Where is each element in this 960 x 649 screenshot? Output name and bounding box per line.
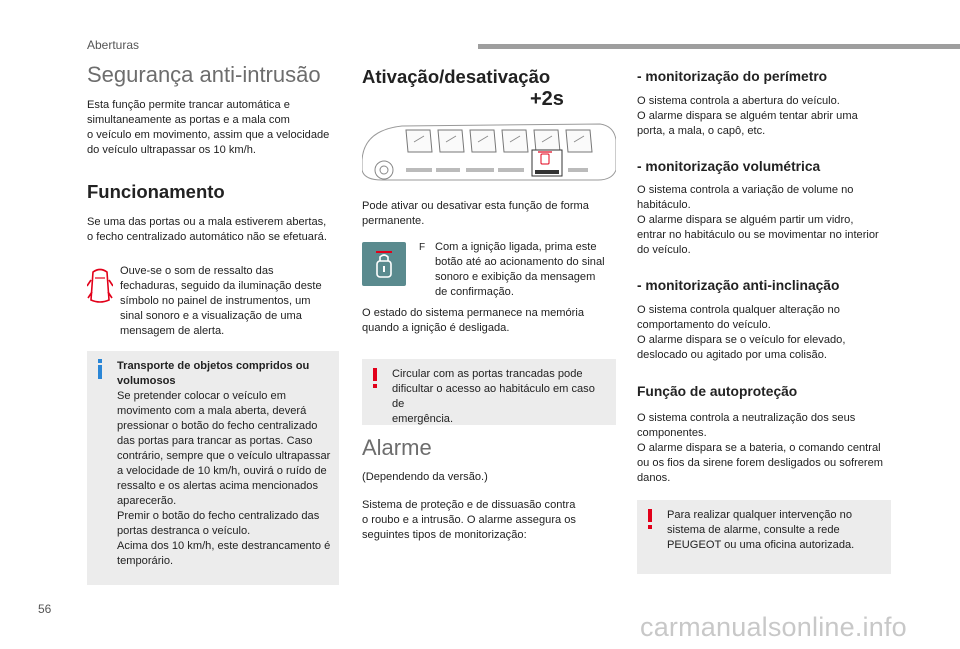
intro-text: Esta função permite trancar automática e simultaneamente as portas e a mala com o veículo em movimento, assim que a velocidade do veículo ultrapassar os 10 km/h. [87,99,330,156]
activation-step-text: Com a ignição ligada, prima este botão até ao acionamento do sinal sonoro e exibição da mensagem de confirmação. [435,241,605,298]
door-note-text: Ouve-se o som de ressalto das fechaduras, seguido da iluminação deste símbolo no painel de instrumentos, um sinal sonoro e a visualização de uma mensagem de alerta. [120,265,322,337]
alarm-heading: Alarme [362,435,432,460]
door-note [87,264,339,339]
watermark: carmanualsonline.info [640,612,907,642]
alarm-version: (Dependendo da versão.) [362,471,488,483]
info-icon [97,359,103,384]
section-header: Aberturas [87,38,140,52]
self-protection-text: O sistema controla a neutralização dos seus componentes. O alarme dispara se a bateria, o comando central ou os fios da sirene forem desligados ou sofrerem danos. [637,412,884,484]
self-protection-heading: Função de autoproteção [637,384,798,399]
tilt-text: O sistema controla qualquer alteração no comportamento do veículo. O alarme dispara se o veículo for elevado, deslocado ou agitado por uma colisão. [637,304,846,361]
activation-heading: Ativação/desativação [362,66,551,87]
page-number: 56 [38,602,52,616]
anti-intrusion-button[interactable] [362,242,406,286]
info-title: Transporte de objetos compridos ou volumosos [117,360,310,387]
volumetric-text: O sistema controla a variação de volume no habitáculo. O alarme dispara se alguém partir um vidro, entrar no habitáculo ou se movimentar no interior do veículo. [637,184,879,256]
dashboard-illustration [362,90,616,185]
column-1 [87,62,339,585]
lock-icon [362,242,406,286]
func-text: Se uma das portas ou a mala estiverem abertas, o fecho centralizado automático não se efetuará. [87,216,327,243]
tilt-heading: - monitorização anti-inclinação [637,278,840,293]
alarm-warning-text: Para realizar qualquer intervenção no sistema de alarme, consulte a rede PEUGEOT ou uma oficina autorizada. [667,509,855,551]
func-heading: Funcionamento [87,181,225,202]
perimeter-text: O sistema controla a abertura do veículo. O alarme dispara se alguém tentar abrir uma porta, a mala, o capô, etc. [637,95,858,137]
activation-step [362,240,616,300]
warning-text: Circular com as portas trancadas pode dificultar o acesso ao habitáculo em caso de emergência. [392,368,595,425]
page-title: Segurança anti-intrusão [87,62,321,87]
alarm-text: Sistema de proteção e de dissuasão contra o roubo e a intrusão. O alarme assegura os seguintes tipos de monitorização: [362,499,576,541]
warning-box [362,359,616,425]
memory-text: O estado do sistema permanece na memória quando a ignição é desligada. [362,307,584,334]
perimeter-heading: - monitorização do perímetro [637,69,828,84]
activation-text: Pode ativar ou desativar esta função de forma permanente. [362,200,589,227]
info-text: Se pretender colocar o veículo em movimento com a mala aberta, deverá pressionar o botão do fecho centralizado das portas para trancar as portas. Caso contrário, sempre que o veículo ultrapassar a velocidade de 10 km/h, ouvirá o ruído de ressalto e os alertas acima mencionados aparecerão. Premir o botão do fecho centralizado das portas destranca o veículo. Acima dos 10 km/h, este destrancamento é temporário. [117,390,331,567]
info-box [87,351,339,585]
header-bar [478,44,960,49]
figure-label: +2s [530,88,564,110]
warning-icon [372,368,378,393]
bullet-marker: F [419,242,426,253]
volumetric-heading: - monitorização volumétrica [637,159,821,174]
column-3 [637,62,891,574]
warning-icon [647,509,653,534]
switch-panel-graphic [362,90,616,185]
column-2 [362,62,616,543]
warning-box-alarm [637,500,891,574]
door-open-warning-icon [87,266,113,311]
